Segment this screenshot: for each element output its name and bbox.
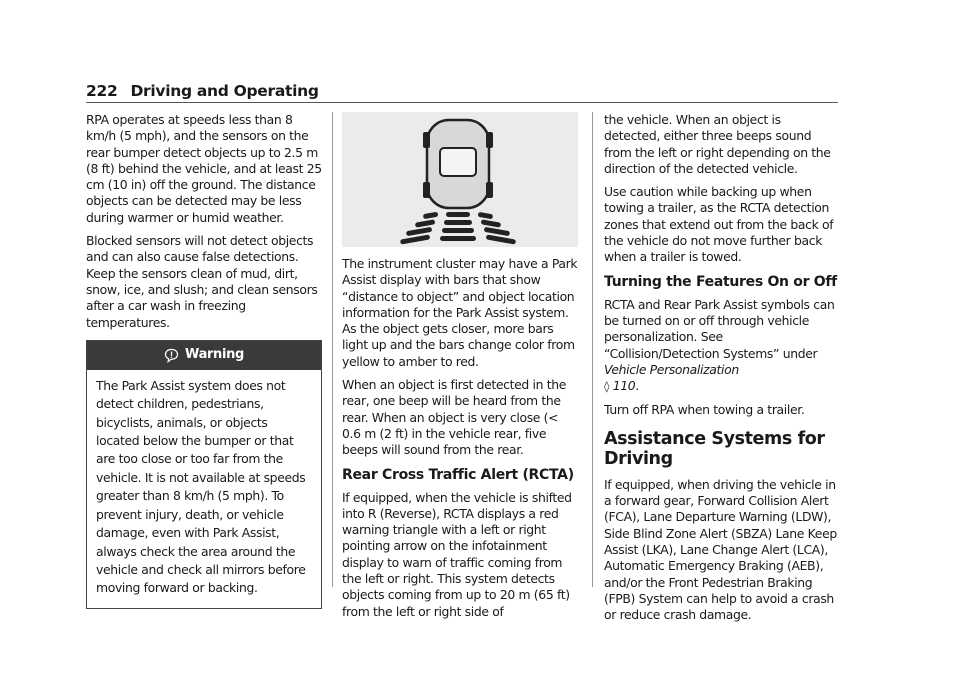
paragraph-assistance-systems: If equipped, when driving the vehicle in a forward gear, Forward Collision Alert (FCA), Lane Departure Warning (LDW), Side Blind Zone Alert (SBZA) Lane Keep Assist (LKA), Lane Change Alert (LCA), Automatic Emergency Braking (AEB), and/or the Front Pedestrian Braking (FPB) System can help to avoid a crash or reduce crash damage. [604,476,837,623]
personalization-period: . [635,378,639,394]
paragraph-trailer-caution: Use caution while backing up when towing a trailer, as the RCTA detection zones that extend out from the back of the vehicle do not move further back when a trailer is towed. [604,184,834,265]
column-divider-2 [592,112,593,587]
park-assist-illustration [342,112,578,247]
heading-assistance-systems: Assistance Systems for Driving [604,428,825,469]
column-middle [342,112,578,627]
warning-header [87,341,321,370]
paragraph-personalization [604,297,838,396]
paragraph-rcta: If equipped, when the vehicle is shifted into R (Reverse), RCTA displays a red warning triangle with a left or right pointing arrow on the infotainment display to warn of traffic coming from the left or right. This system detects objects coming from up to 20 m (65 ft) from the left or right side of [342,489,572,619]
heading-turning-features: Turning the Features On or Off [604,273,837,290]
warning-title: Warning [185,347,244,363]
paragraph-detected-vehicle: the vehicle. When an object is detected, either three beeps sound from the left or right depending on the direction of the detected vehicle. [604,112,831,176]
paragraph-instrument-cluster: The instrument cluster may have a Park Assist display with bars that show “distance to object” and object location information for the Park Assist system. As the object gets closer, more bars light up and the bars change color from yellow to amber to red. [342,256,578,369]
paragraph-rpa-speeds: RPA operates at speeds less than 8 km/h (5 mph), and the sensors on the rear bumper detect objects up to 2.5 m (8 ft) behind the vehicle, and at least 25 cm (10 in) off the ground. The distance objects can be detected may be less during warmer or humid weather. [86,112,322,225]
paragraph-blocked-sensors: Blocked sensors will not detect objects and can also cause false detections. Keep the sensors clean of mud, dirt, snow, ice, and slush; and clean sensors after a car wash in freezing temperatures. [86,233,318,330]
warning-speech-bubble-icon [164,348,179,363]
park-assist-display-figure [342,112,578,247]
paragraph-beeps: When an object is first detected in the rear, one beep will be heard from the rear. When an object is very close (< 0.6 m (2 ft) in the vehicle rear, five beeps will sound from the rear. [342,377,566,458]
column-right [604,112,838,630]
header-rule [86,102,838,103]
heading-rcta: Rear Cross Traffic Alert (RCTA) [342,466,574,483]
warning-box [86,340,322,609]
section-title: Driving and Operating [130,82,319,100]
paragraph-turn-off-rpa: Turn off RPA when towing a trailer. [604,402,805,418]
page-number: 222 [86,82,118,100]
page-header [86,82,319,100]
warning-text: The Park Assist system does not detect children, pedestrians, bicyclists, animals, or objects located below the bumper or that are too close or too far from the vehicle. It is not available at speeds greater than 8 km/h (5 mph). To prevent injury, death, or vehicle damage, even with Park Assist, always check the area around the vehicle and check all mirrors before moving forward or backing. [96,377,306,596]
vehicle-personalization-link[interactable]: Vehicle Personalization [604,361,739,377]
page-reference-arrow-icon: ◊ [604,380,610,394]
page-reference-number[interactable]: 110 [612,378,636,394]
personalization-text: RCTA and Rear Park Assist symbols can be turned on or off through vehicle personalization. See “Collision/Detection Systems” under [604,296,835,361]
column-left [86,112,322,609]
column-divider-1 [332,112,333,587]
